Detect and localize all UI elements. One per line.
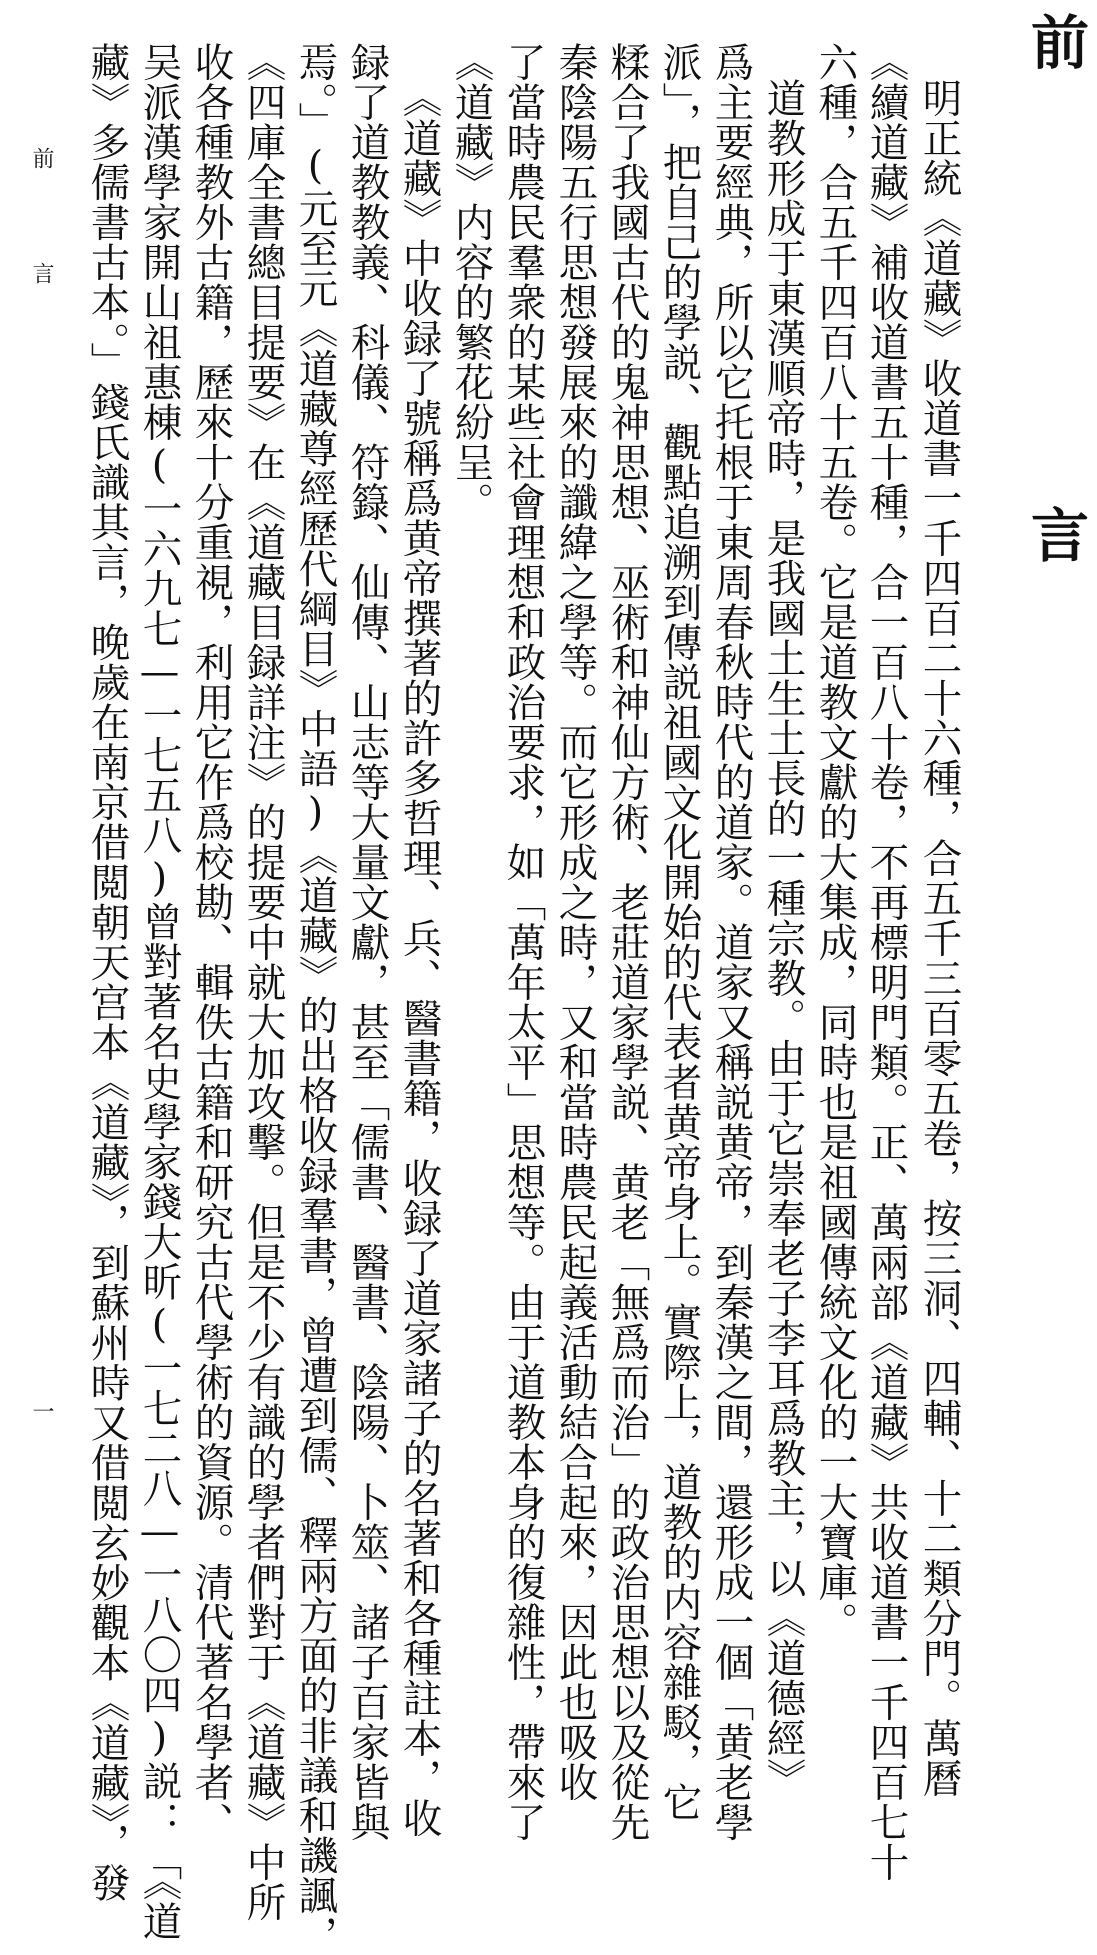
text-column-9: 了當時農民羣衆的某些社會理想和政治要求，如「萬年太平」思想等。由于道教本身的復雜性，帶來了 <box>500 42 547 1842</box>
page-title-char-2: 言 <box>1021 505 1089 563</box>
running-head-char-2: 言 <box>29 262 54 284</box>
text-column-8: 秦陰陽五行思想發展來的讖緯之學等。而它形成之時，又和當時農民起義活動結合起來，因此也吸收 <box>552 42 599 1802</box>
page-title-char-1: 前 <box>1021 12 1089 70</box>
running-head-char-1: 前 <box>29 147 54 169</box>
text-column-11: 《道藏》中收録了號稱爲黄帝撰著的許多哲理、兵、醫書籍，收録了道家諸子的名著和各種註本，收 <box>396 78 443 1838</box>
text-column-14: 《四庫全書總目提要》在《道藏目録詳注》的提要中就大加攻擊。但是不少有識的學者們對于《道藏》中所 <box>240 42 287 1922</box>
text-column-2: 《續道藏》補收道書五十種，合一百八十卷，不再標明門類。正、萬兩部《道藏》共收道書一千四百七十 <box>863 42 910 1882</box>
text-column-4: 道教形成于東漢順帝時，是我國土生土長的一種宗教。由于它崇奉老子李耳爲教主，以《道德經》 <box>760 78 807 1798</box>
text-column-3: 六種，合五千四百八十五卷。它是道教文獻的大集成，同時也是祖國傳統文化的一大寶庫。 <box>812 42 859 1642</box>
text-column-6: 派」，把自己的學説、觀點追溯到傳説祖國文化開始的代表者黄帝身上。實際上，道教的内容雜駁，它 <box>656 42 703 1823</box>
text-column-16: 吴派漢學家開山祖惠棟(一六九七—一七五八)曾對著名史學家錢大昕(一七二八—一八〇四)説：「《道 <box>136 42 183 1942</box>
text-column-15: 收各種教外古籍，歷來十分重視，利用它作爲校勘、輯佚古籍和研究古代學術的資源。清代著名學者、 <box>188 42 235 1842</box>
text-column-17: 藏》多儒書古本。」錢氏識其言，晚歲在南京借閲朝天宫本《道藏》，到蘇州時又借閲玄妙觀本《道藏》，發 <box>84 42 131 1903</box>
text-column-13: 焉。」(元至元《道藏尊經歷代綱目》中語)《道藏》的出格收録羣書，曾遭到儒、釋兩方面的非議和譏諷， <box>292 42 339 1955</box>
text-column-10: 《道藏》内容的繁花紛呈。 <box>448 42 495 522</box>
text-column-12: 録了道教教義、科儀、符籙、仙傳、山志等大量文獻，甚至「儒書、醫書、陰陽、卜筮、諸子百家皆與 <box>344 42 391 1842</box>
text-column-7: 糅合了我國古代的鬼神思想、巫術和神仙方術、老莊道家學説、黄老「無爲而治」的政治思想以及從先 <box>604 42 651 1842</box>
text-column-5: 爲主要經典，所以它托根于東周春秋時代的道家。道家又稱説黄帝，到秦漢之間，還形成一個「黄老學 <box>708 42 755 1842</box>
text-column-1: 明正統《道藏》收道書一千四百二十六種，合五千三百零五卷，按三洞、四輔、十二類分門。萬曆 <box>916 78 963 1798</box>
page-number: 一 <box>29 1400 54 1422</box>
